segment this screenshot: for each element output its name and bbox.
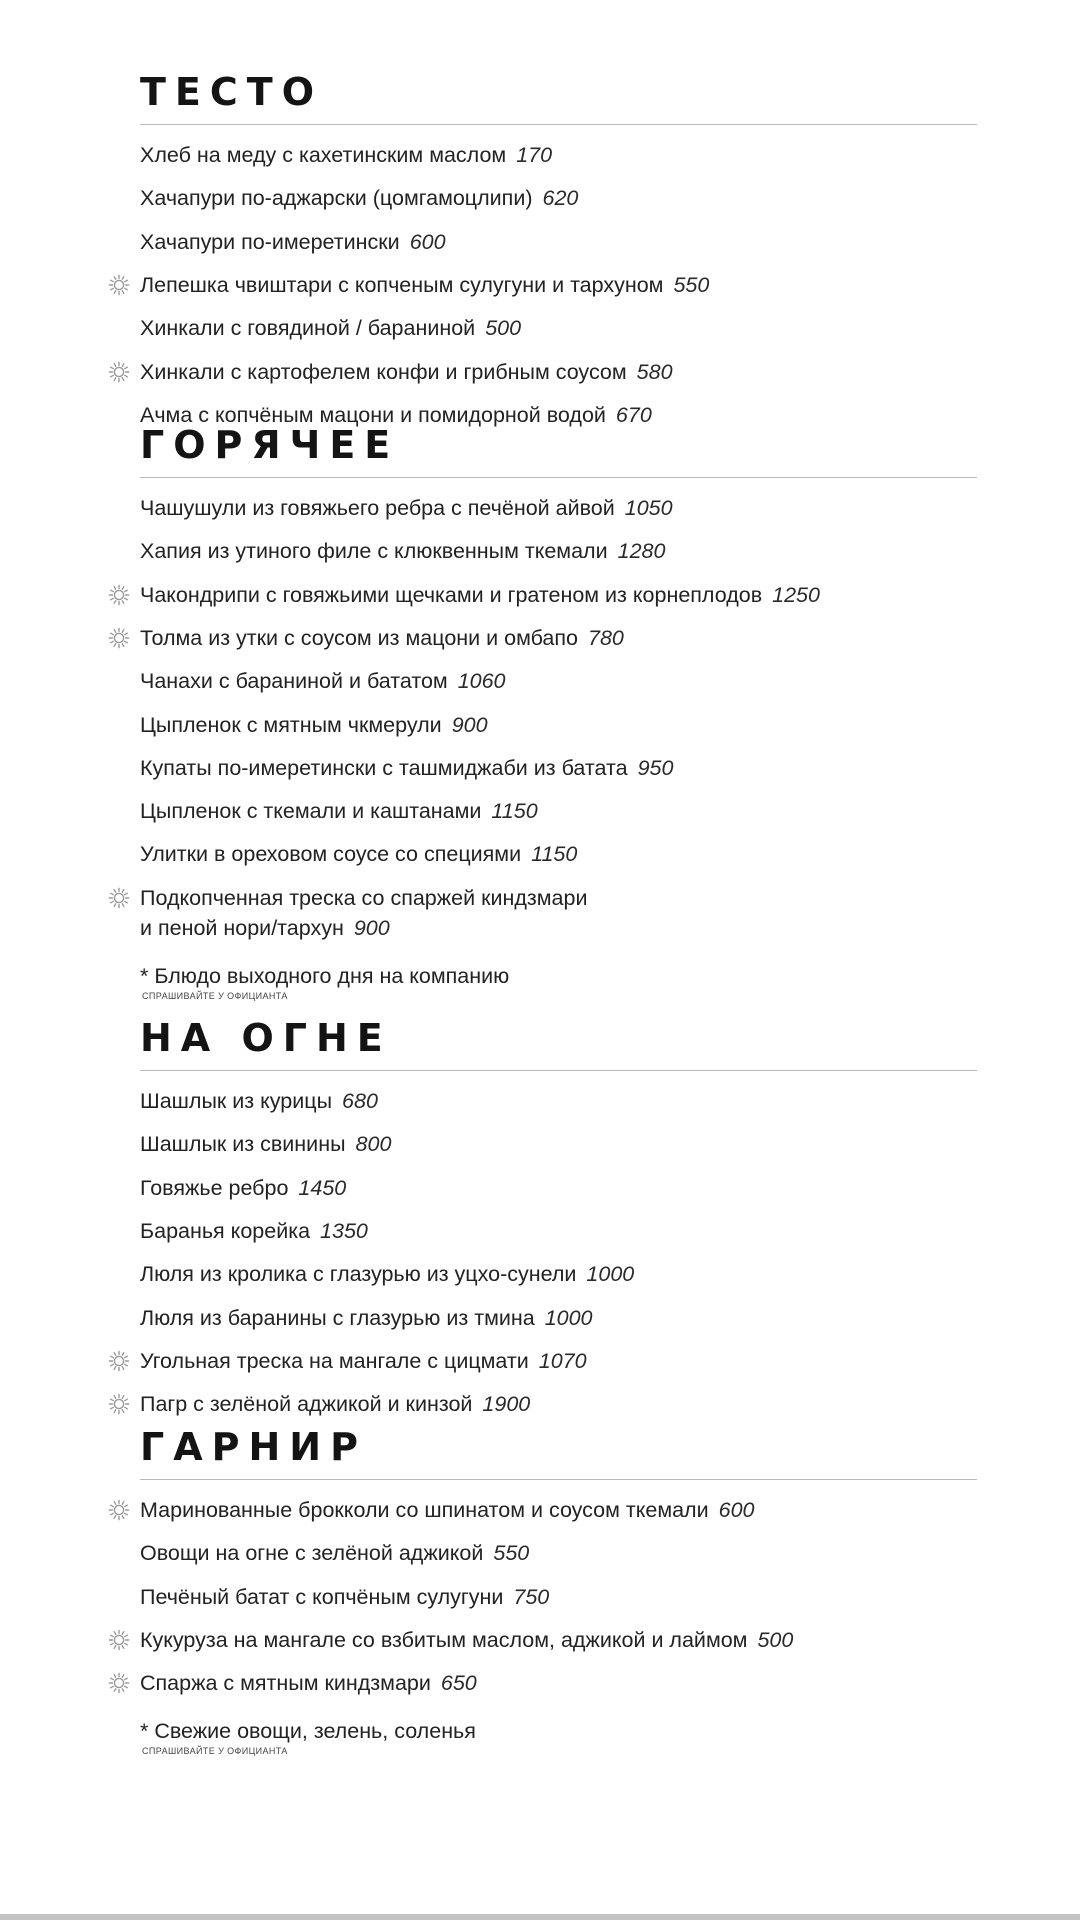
item-price: 1450 [298,1175,347,1200]
item-name: Цыпленок с мятным чкмерули [140,712,442,737]
menu-item [140,1216,368,1246]
item-name: Чакондрипи с говяжьими щечками и гратеном из корнеплодов [140,582,763,607]
item-price: 1070 [538,1348,587,1373]
menu-item [140,796,538,826]
menu-item [140,313,521,343]
item-name: Шашлык из свинины [140,1132,346,1157]
section-title: ГАРНИР [140,1425,367,1469]
item-price: 1050 [624,496,673,520]
item-name: Говяжье ребро [140,1175,289,1200]
menu-item [140,1259,634,1289]
item-name: Пагр с зелёной аджикой и кинзой [140,1392,473,1417]
item-price: 550 [493,1541,530,1566]
item-name: Хинкали с говядиной / бараниной [140,316,476,341]
bottom-divider [0,1914,1080,1920]
item-price: 1900 [482,1392,531,1417]
sun-icon [108,361,130,383]
item-name: Овощи на огне с зелёной аджикой [140,1541,484,1566]
item-price: 680 [342,1089,378,1113]
item-name: Кукуруза на мангале со взбитым маслом, аджикой и лаймом [140,1627,748,1652]
item-price: 900 [353,915,390,940]
item-name: Люля из баранины с глазурью из тмина [140,1305,535,1330]
item-name: Хлеб на меду с кахетинским маслом [140,143,507,167]
item-price: 1000 [586,1262,635,1287]
item-price: 500 [757,1627,794,1652]
menu-item [140,1129,391,1159]
menu-item [140,493,673,523]
item-price: 1150 [531,842,578,867]
menu-item [140,666,506,696]
section-note: * Свежие овощи, зелень, соленья [140,1718,476,1743]
item-name: Чашушули из говяжьего ребра с печёной айвой [140,496,615,520]
item-name: Лепешка чвиштари с копченым сулугуни и тархуном [140,272,664,297]
menu-item [140,1346,587,1376]
sun-icon [108,1393,130,1415]
sun-icon [108,887,130,909]
menu-item [140,1625,793,1655]
sun-icon [108,584,130,606]
item-name: Подкопченная треска со спаржей киндзмари [140,885,588,910]
menu-item [140,1495,755,1525]
menu-item [140,1668,477,1698]
item-price: 550 [673,272,710,297]
section-divider [140,1070,977,1071]
item-name: Угольная треска на мангале с цицмати [140,1348,529,1373]
menu-item [140,623,624,653]
item-name: Купаты по-имеретински с ташмиджаби из батата [140,755,628,780]
item-name: Чанахи с бараниной и бататом [140,669,448,694]
item-name-continued: и пеной нори/тархун [140,915,344,940]
menu-item [140,357,673,387]
item-name: Ачма с копчёным мацони и помидорной водой [140,402,606,427]
item-price: 600 [718,1498,755,1522]
item-price: 670 [615,402,652,427]
item-name: Шашлык из курицы [140,1089,333,1113]
item-price: 620 [542,186,579,211]
menu-item [140,1086,378,1116]
item-price: 750 [513,1584,550,1609]
section-note-subtext: СПРАШИВАЙТЕ У ОФИЦИАНТА [142,991,288,1001]
menu-item [140,1173,346,1203]
menu-item [140,839,577,869]
section-divider [140,1479,977,1480]
sun-icon [108,1672,130,1694]
menu-item [140,227,446,257]
sun-icon [108,627,130,649]
item-price: 500 [485,316,522,341]
menu-item [140,1303,593,1333]
item-price: 950 [637,755,674,780]
menu-item [140,753,673,783]
item-name: Хинкали с картофелем конфи и грибным соусом [140,359,627,384]
item-price: 1150 [491,799,538,824]
section-title: ТЕСТО [140,70,323,114]
menu-item [140,580,820,610]
section-note-subtext: СПРАШИВАЙТЕ У ОФИЦИАНТА [142,1745,288,1756]
sun-icon [108,1499,130,1521]
item-price: 780 [588,625,624,650]
menu-item [140,536,665,566]
item-price: 1350 [320,1218,368,1243]
item-name: Хапия из утиного филе с клюквенным ткемали [140,539,608,564]
section-divider [140,477,977,478]
section-title: НА ОГНЕ [140,1016,392,1060]
item-name: Хачапури по-аджарски (цомгамоцлипи) [140,186,533,211]
menu-item [140,1538,529,1568]
sun-icon [108,274,130,296]
sun-icon [108,1629,130,1651]
section-title: ГОРЯЧЕЕ [140,423,400,467]
section-note: * Блюдо выходного дня на компанию [140,964,510,988]
item-price: 170 [516,143,553,167]
menu-item [140,1582,549,1612]
item-price: 600 [409,229,446,254]
item-name: Толма из утки с соусом из мацони и омбапо [140,625,578,650]
item-price: 1280 [617,539,666,564]
menu-item [140,183,578,213]
section-divider [140,124,977,125]
item-price: 800 [355,1132,392,1157]
item-name: Люля из кролика с глазурью из уцхо-сунели [140,1262,577,1287]
item-price: 900 [451,712,488,737]
item-name: Маринованные брокколи со шпинатом и соусом ткемали [140,1498,709,1522]
item-name: Баранья корейка [140,1218,311,1243]
item-name: Спаржа с мятным киндзмари [140,1671,431,1696]
item-name: Улитки в ореховом соусе со специями [140,842,522,867]
item-name: Цыпленок с ткемали и каштанами [140,799,482,824]
item-name: Хачапури по-имеретински [140,229,400,254]
item-price: 650 [440,1671,477,1696]
menu-item [140,270,709,300]
menu-item [140,710,488,740]
item-price: 1000 [544,1305,593,1330]
item-price: 1060 [457,669,506,694]
item-name: Печёный батат с копчёным сулугуни [140,1584,504,1609]
item-price: 580 [636,359,673,384]
item-price: 1250 [772,582,820,607]
menu-item [140,1389,530,1419]
sun-icon [108,1350,130,1372]
menu-item [140,883,587,943]
menu-item [140,140,552,170]
